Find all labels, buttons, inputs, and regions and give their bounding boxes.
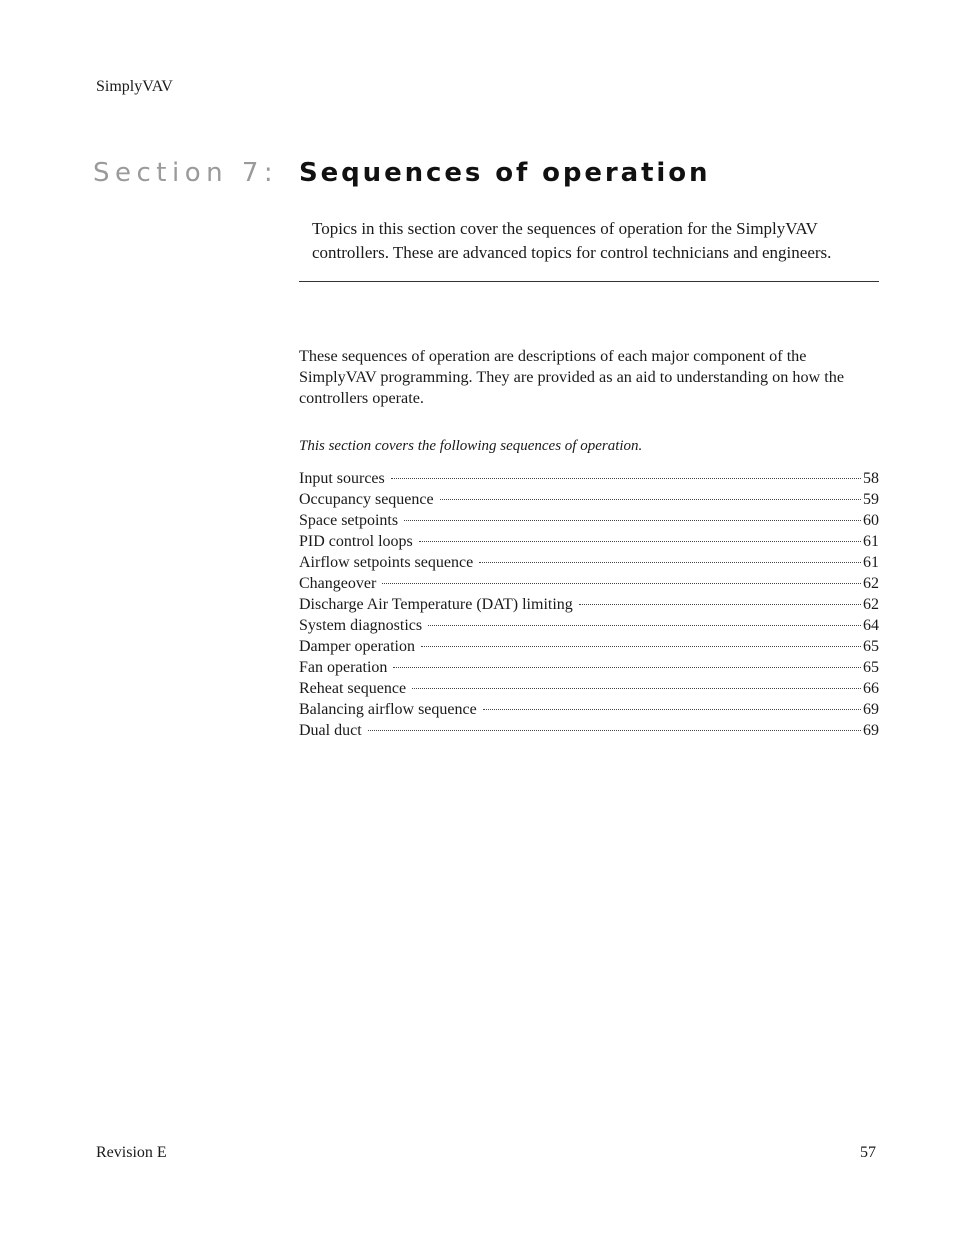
toc-entry-page: 62 xyxy=(863,575,879,592)
footer-page-number: 57 xyxy=(860,1144,876,1161)
toc-entry-label: Input sources xyxy=(299,470,385,487)
toc-dot-leader xyxy=(391,478,861,479)
section-title: Sequences of operation xyxy=(299,158,711,188)
toc-entry[interactable] xyxy=(299,531,879,552)
toc-dot-leader xyxy=(412,688,861,689)
toc-entry[interactable] xyxy=(299,468,879,489)
toc-entry[interactable] xyxy=(299,615,879,636)
toc-entry-label: Dual duct xyxy=(299,722,362,739)
toc-entry[interactable] xyxy=(299,573,879,594)
toc-dot-leader xyxy=(483,709,861,710)
toc-entry[interactable] xyxy=(299,678,879,699)
section-intro-box xyxy=(299,217,879,282)
section-number-label: Section 7: xyxy=(93,158,279,188)
toc-entry-page: 60 xyxy=(863,512,879,529)
toc-entry[interactable] xyxy=(299,657,879,678)
toc-entry-label: Damper operation xyxy=(299,638,415,655)
toc-entry[interactable] xyxy=(299,489,879,510)
toc-dot-leader xyxy=(479,562,861,563)
toc-entry-label: Occupancy sequence xyxy=(299,491,434,508)
toc-entry-page: 65 xyxy=(863,638,879,655)
toc-entry-label: Space setpoints xyxy=(299,512,399,529)
toc-dot-leader xyxy=(579,604,861,605)
toc-dot-leader xyxy=(393,667,861,668)
toc-entry-label: Changeover xyxy=(299,575,377,592)
toc-entry-page: 61 xyxy=(863,533,879,550)
toc-entry-page: 62 xyxy=(863,596,879,613)
toc-dot-leader xyxy=(428,625,861,626)
toc-entry-page: 58 xyxy=(863,470,879,487)
toc-entry-page: 61 xyxy=(863,554,879,571)
toc-entry-page: 65 xyxy=(863,659,879,676)
toc-dot-leader xyxy=(440,499,861,500)
toc-intro: This section covers the following sequences of operation. xyxy=(299,438,643,454)
section-intro-text: Topics in this section cover the sequences of operation for the SimplyVAV controllers. These are advanced topics for control technicians and engineers. xyxy=(312,219,832,262)
toc-entry-label: Fan operation xyxy=(299,659,388,676)
running-header: SimplyVAV xyxy=(96,78,173,95)
toc-entry[interactable] xyxy=(299,720,879,741)
toc-dot-leader xyxy=(368,730,861,731)
toc-dot-leader xyxy=(404,520,861,521)
toc-entry[interactable] xyxy=(299,510,879,531)
toc-dot-leader xyxy=(419,541,861,542)
toc-dot-leader xyxy=(382,583,861,584)
toc-entry[interactable] xyxy=(299,552,879,573)
toc-entry-label: Balancing airflow sequence xyxy=(299,701,477,718)
toc-entry-page: 59 xyxy=(863,491,879,508)
toc-dot-leader xyxy=(421,646,861,647)
toc-entry-page: 64 xyxy=(863,617,879,634)
toc-entry[interactable] xyxy=(299,594,879,615)
toc-entry[interactable] xyxy=(299,699,879,720)
footer-revision: Revision E xyxy=(96,1144,167,1161)
toc-list xyxy=(299,468,879,741)
toc-entry-label: Airflow setpoints sequence xyxy=(299,554,474,571)
body-paragraph: These sequences of operation are descriptions of each major component of the SimplyVAV programming. They are provided as an aid to understanding on how the controllers operate. xyxy=(299,347,845,407)
toc-entry-label: Discharge Air Temperature (DAT) limiting xyxy=(299,596,573,613)
toc-entry-label: Reheat sequence xyxy=(299,680,407,697)
toc-entry-label: PID control loops xyxy=(299,533,413,550)
toc-entry[interactable] xyxy=(299,636,879,657)
toc-entry-page: 69 xyxy=(863,701,879,718)
toc-entry-page: 66 xyxy=(863,680,879,697)
toc-entry-page: 69 xyxy=(863,722,879,739)
toc-entry-label: System diagnostics xyxy=(299,617,423,634)
